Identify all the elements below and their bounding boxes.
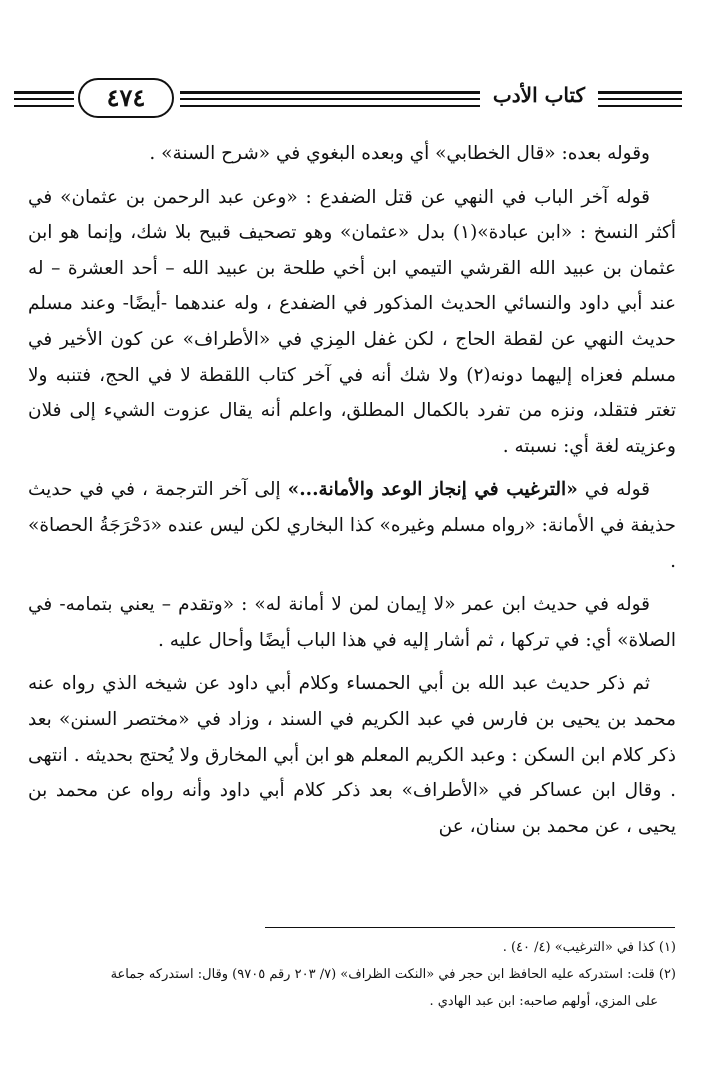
paragraph: وقوله بعده: «قال الخطابي» أي وبعده البغوي في «شرح السنة» . (149, 143, 650, 164)
header-rule (598, 91, 682, 94)
header-rule (180, 98, 480, 100)
header-rule (14, 91, 74, 94)
paragraph: قوله في حديث ابن عمر «لا إيمان لمن لا أمانة له» : «وتقدم – يعني بتمامه- في الصلاة» أي: في تركها ، ثم أشار إليه في هذا الباب أيضًا وأحال عليه . (28, 594, 676, 651)
header-rule (598, 98, 682, 100)
header-rule (180, 91, 480, 94)
footnote: (٢) قلت: استدركه عليه الحافظ ابن حجر في «النكت الظراف» (٧/ ٢٠٣ رقم ٩٧٠٥) وقال: استدركه جماعة (110, 967, 676, 982)
tarhib-suffix: إلى آخر الترجمة ، في (103, 479, 288, 501)
footnote: (١) كذا في «الترغيب» (٤/ ٤٠) . (502, 940, 676, 955)
paragraph: ثم ذكر حديث عبد الله بن أبي الحمساء وكلام أبي داود عن شيخه الذي رواه عنه محمد بن يحيى بن فارس في عبد الكريم في السند ، وزاد في «مختصر السنن» بعد ذكر كلام ابن السكن : وعبد الكريم المعلم هو ابن أبي المخارق ولا يُحتج بحديثه . انتهى . وقال ابن عساكر في «الأطراف» بعد ذكر كلام أبي داود وأنه رواه عن محمد بن يحيى ، عن محمد بن سنان، عن (28, 673, 676, 837)
body-text (28, 136, 676, 844)
tarhib-title: «الترغيب في إنجاز الوعد والأمانة...» (287, 479, 578, 501)
paragraph-tarhib (28, 472, 676, 579)
footnote-separator (265, 927, 675, 928)
tarhib-body: في حديث حذيفة في الأمانة: «رواه مسلم وغيره» كذا البخاري لكن ليس عنده «دَحْرَجَةُ الحصاة» . (28, 479, 676, 572)
header-rule (14, 105, 74, 107)
tarhib-prefix: قوله في (577, 479, 651, 501)
page-number: ٤٧٤ (78, 78, 174, 118)
book-title: كتاب الأدب (492, 83, 586, 107)
footnotes (28, 934, 676, 1015)
page-header (14, 72, 682, 128)
header-rule (14, 98, 74, 100)
header-rule (598, 105, 682, 107)
header-rule (180, 105, 480, 107)
footnote-continuation: على المزي، أولهم صاحبه: ابن عبد الهادي . (429, 994, 658, 1009)
paragraph: قوله آخر الباب في النهي عن قتل الضفدع : «وعن عبد الرحمن بن عثمان» في أكثر النسخ : «ابن عبادة»(١) بدل «عثمان» وهو تصحيف قبيح بلا شك، وإنما هو ابن عثمان بن عبيد الله القرشي التيمي ابن أخي طلحة بن عبيد الله – أحد العشرة – له عند أبي داود والنسائي الحديث المذكور في الضفدع ، وله عندهما -أيضًا- وعند مسلم حديث النهي عن لقطة الحاج ، لكن غفل المِزي في «الأطراف» عن كون الأخير في مسلم فعزاه إليهما دونه(٢) ولا شك أنه في آخر كتاب اللقطة لا في الحج، فتنبه ولا تغتر فتقلد، ونزه من تفرد بالكمال المطلق، واعلم أنه يقال عزوت الشيء إلى فلان وعزيته لغة أي: نسبته . (28, 186, 676, 457)
